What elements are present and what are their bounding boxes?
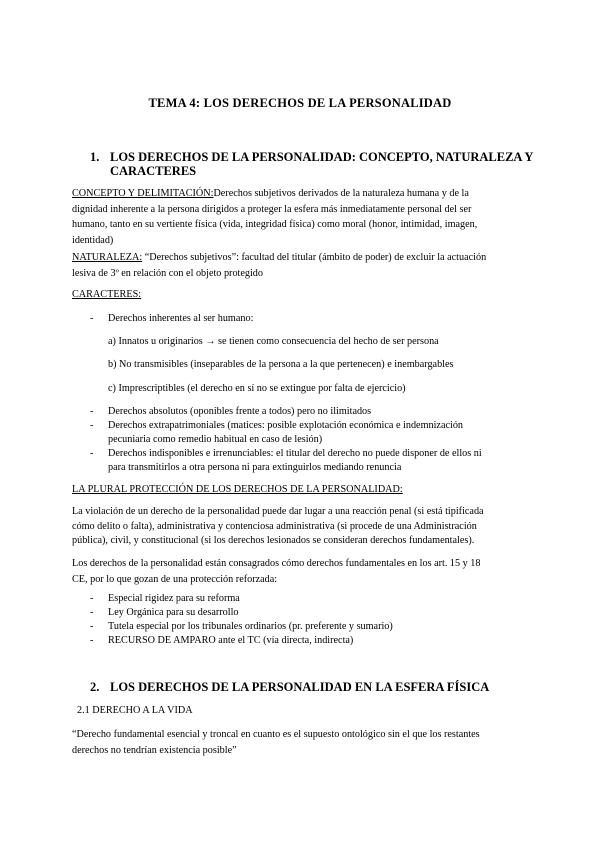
caracteres-item-indisponibles (0, 446, 600, 476)
section-2-1-heading: 2.1 DERECHO A LA VIDA (77, 705, 193, 716)
dash-bullet: - (90, 635, 94, 646)
caracteres-item4-line2: para transmitirlos a otra persona ni para extinguirlos mediando renuncia (108, 462, 402, 473)
plural-bullet-4 (0, 633, 600, 649)
section-1-number: 1. (90, 150, 100, 164)
naturaleza-paragraph (72, 250, 532, 281)
caracteres-item3-line1: Derechos extrapatrimoniales (matices: posible explotación económica e indemnización (108, 420, 464, 431)
section-1-heading-line2: CARACTERES (110, 164, 197, 178)
plural-bullet-3-text: Tutela especial por los tribunales ordinarios (pr. preferente y sumario) (108, 621, 393, 632)
section-2-number: 2. (90, 680, 100, 694)
concepto-line3: humano, tanto en su vertiente física (vida, integridad física) como moral (honor, intimidad, imagen, (72, 219, 478, 231)
dash-bullet: - (90, 593, 94, 604)
caracteres-label: CARACTERES: (72, 289, 142, 300)
dash-bullet: - (90, 313, 94, 324)
vida-quote-line1: “Derecho fundamental esencial y troncal en cuanto es el supuesto ontológico sin el que los restantes (72, 729, 480, 740)
dash-bullet: - (90, 406, 94, 417)
caracteres-item3-line2: pecuniaria como remedio habitual en caso de lesión) (108, 434, 323, 445)
plural-p1-line1: La violación de un derecho de la personalidad puede dar lugar a una reacción penal (si está tipificada (72, 506, 484, 517)
plural-paragraph-2 (72, 556, 532, 587)
caracteres-item-extrapatrimoniales (0, 418, 600, 448)
concepto-line4: identidad) (72, 234, 114, 246)
naturaleza-line2: lesiva de 3º en relación con el objeto protegido (72, 267, 263, 279)
plural-bullet-1-text: Especial rigidez para su reforma (108, 593, 240, 604)
caracteres-sub-a: a) Innatos u originarios → se tienen como consecuencia del hecho de ser persona (108, 336, 439, 347)
concepto-label: CONCEPTO Y DELIMITACIÓN: (72, 188, 214, 199)
vida-quote-line2: derechos no tendrían existencia posible” (72, 744, 237, 756)
plural-p2-line2: CE, por lo que gozan de una protección reforzada: (72, 573, 278, 585)
caracteres-item-inherent-text: Derechos inherentes al ser humano: (108, 313, 254, 324)
caracteres-item-absolutos-text: Derechos absolutos (oponibles frente a todos) pero no ilimitados (108, 406, 372, 417)
dash-bullet: - (90, 607, 94, 618)
caracteres-sub-c: c) Imprescriptibles (el derecho en sí no se extingue por falta de ejercicio) (108, 383, 406, 394)
concepto-paragraph (72, 186, 532, 248)
concepto-line2: dignidad inherente a la persona dirigidos a proteger la esfera más inmediatamente personal del ser (72, 203, 472, 215)
plural-bullet-2-text: Ley Orgánica para su desarrollo (108, 607, 239, 618)
plural-heading: LA PLURAL PROTECCIÓN DE LOS DERECHOS DE LA PERSONALIDAD: (72, 484, 403, 495)
page-title: TEMA 4: LOS DERECHOS DE LA PERSONALIDAD (148, 96, 452, 110)
caracteres-sub-b: b) No transmisibles (inseparables de la persona a la que pertenecen) e inembargables (108, 359, 454, 370)
plural-paragraph-1 (72, 505, 532, 549)
dash-bullet: - (90, 420, 94, 431)
section-2-heading-text: LOS DERECHOS DE LA PERSONALIDAD EN LA ESFERA FÍSICA (110, 680, 490, 694)
concepto-line1: Derechos subjetivos derivados de la naturaleza humana y de la (213, 188, 469, 199)
caracteres-item4-line1: Derechos indisponibles e irrenunciables: el titular del derecho no puede disponer de ellos ni (108, 448, 482, 459)
dash-bullet: - (90, 621, 94, 632)
plural-p2-line1: Los derechos de la personalidad están consagrados cómo derechos fundamentales en los art. 15 y 18 (72, 558, 481, 569)
section-2-heading (90, 680, 489, 695)
section-1-heading-line1: LOS DERECHOS DE LA PERSONALIDAD: CONCEPTO, NATURALEZA Y (110, 150, 534, 164)
vida-quote (72, 727, 532, 758)
plural-bullet-4-text: RECURSO DE AMPARO ante el TC (vía directa, indirecta) (108, 635, 354, 646)
plural-p1-line3: pública), civil, y constitucional (si los derechos lesionados se consideran derechos fundamentales). (72, 535, 475, 546)
plural-p1-line2: cómo delito o falta), administrativa y contenciosa administrativa (si procede de una Administración (72, 520, 477, 532)
caracteres-item-inherent (0, 311, 600, 327)
naturaleza-label: NATURALEZA: (72, 252, 143, 263)
section-1-heading (90, 150, 533, 165)
dash-bullet: - (90, 448, 94, 459)
naturaleza-line1: “Derechos subjetivos”: facultad del titular (ámbito de poder) de excluir la actuación (142, 252, 487, 263)
